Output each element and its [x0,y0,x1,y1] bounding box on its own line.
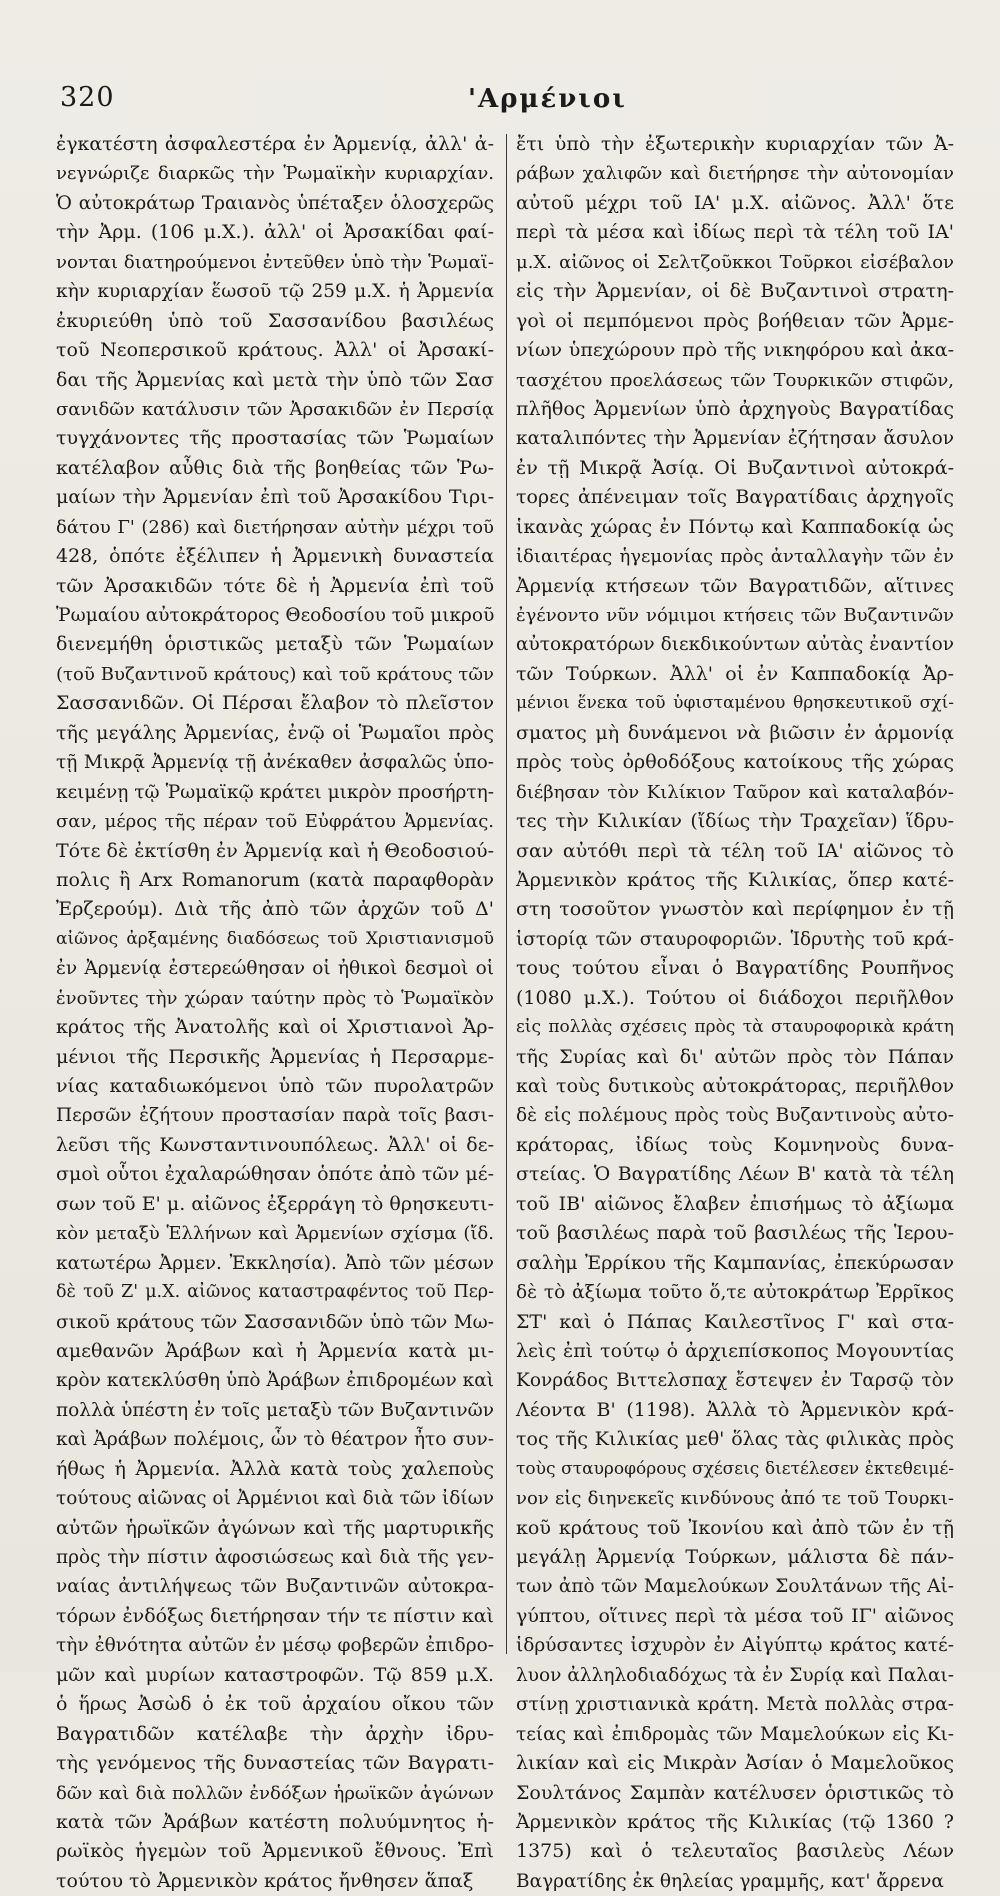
text-line: 428, ὁπότε ἐξέλιπεν ἡ Ἀρμενικὴ δυναστεία [56,545,494,568]
text-line: κειμένῃ τῷ Ῥωμαϊκῷ κράτει μικρὸν προσήρτη- [56,781,494,803]
text-line: πρὸς τοὺς ὀρθοδόξους κατοίκους τῆς χώρας [516,751,954,774]
text-line: μένιοι τῆς Περσικῆς Ἀρμενίας ἡ Περσαρμε- [56,1045,494,1068]
page-number: 320 [60,82,115,113]
text-line: ἰδιαιτέρας ἡγεμονίας πρὸς ἀνταλλαγὴν τῶν ἐν [516,546,954,568]
text-line: ἐγένοντο νῦν νόμιμοι κτήσεις τῶν Βυζαντινῶν [516,605,954,626]
text-line: μῶν καὶ μυρίων καταστροφῶν. Τῷ 859 μ.Χ. [56,1663,494,1686]
text-line: ἔτι ὑπὸ τὴν ἐξωτερικὴν κυριαρχίαν τῶν Ἀ- [516,133,954,155]
right-text-column [516,130,954,1892]
text-line: νεγνώριζε διαρκῶς τὴν Ῥωμαϊκὴν κυριαρχίαν. [56,163,494,185]
text-line: σαν, μέρος τῆς πέραν τοῦ Εὐφράτου Ἀρμενίας. [56,811,494,833]
text-line: ήθως ἡ Ἀρμενία. Ἀλλὰ κατὰ τοὺς χαλεποὺς [56,1457,494,1480]
text-line: τορες ἀπένειμαν τοῖς Βαγρατίδαις ἀρχηγοῖς [516,486,954,509]
text-line: σικοῦ κράτους τῶν Σασσανιδῶν ὑπὸ τῶν Μω- [56,1311,494,1333]
text-line: ἐκυριεύθη ὑπὸ τοῦ Σασσανίδου βασιλέως [56,309,494,332]
text-line: πρὸς τὴν πίστιν ἀφοσιώσεως καὶ διὰ τῆς γεν- [56,1547,494,1568]
text-line: μένιοι ἕνεκα τοῦ ὑφισταμένου θρησκευτικοῦ σχί- [516,693,954,714]
text-line: των ἀπὸ τῶν Μαμελούκων Σουλτάνων τῆς Αἰ- [516,1576,954,1598]
text-line: καταλιπόντες τὴν Ἀρμενίαν ἐζήτησαν ἄσυλον [516,428,954,450]
text-line: στη τοσοῦτον γνωστὸν καὶ περίφημον ἐν τῇ [516,898,954,921]
text-line: κρὸν κατεκλύσθη ὑπὸ Ἀράβων ἐπιδρομέων καὶ [56,1370,494,1392]
text-line: νίας καταδιωκόμενοι ὑπὸ τῶν πυρολατρῶν [56,1075,494,1097]
text-line: κὸν μεταξὺ Ἑλλήνων καὶ Ἀρμενίων σχίσμα (ἴδ. [56,1223,494,1245]
text-line: τὴν Ἀρμ. (106 μ.Χ.). ἀλλ' οἱ Ἀρσακίδαι φαί- [56,221,494,244]
text-line: ράβων χαλιφῶν καὶ διετήρησε τὴν αὐτονομίαν [516,163,954,185]
text-line: Ἀρμενίᾳ κτήσεων τῶν Βαγρατιδῶν, αἵτινες [516,574,954,597]
text-line: (1080 μ.Χ.). Τούτου οἱ διάδοχοι περιῆλθον [516,986,954,1009]
text-line: τοῦ ΙΒ' αἰῶνος ἔλαβεν ἐπισήμως τὸ ἀξίωμα [516,1192,954,1215]
text-line: τοῦ βασιλέως παρὰ τοῦ βασιλέως τῆς Ἱερου- [516,1222,954,1245]
text-line: τὴν ἐθνότητα αὐτῶν ἐν μέσῳ φοβερῶν ἐπιδρο- [56,1635,494,1657]
text-line: σαλὴμ Ἐρρίκου τῆς Καμπανίας, ἐπεκύρωσαν [516,1251,954,1274]
running-title: 'Αρμένιοι [468,84,627,114]
text-line: δὲ τοῦ Ζ' μ.Χ. αἰῶνος καταστραφέντος τοῦ Περ- [56,1282,494,1303]
text-line: περὶ τὰ μέσα καὶ ἰδίως περὶ τὰ τέλη τοῦ ΙΑ' [516,221,954,244]
text-line: κοῦ κράτους τοῦ Ἰκονίου καὶ ἀπὸ τῶν ἐν τῇ [516,1516,954,1539]
text-line: σαν αὐτόθι περὶ τὰ τέλη τοῦ ΙΑ' αἰῶνος τὸ [516,839,954,862]
text-line: γοὶ οἱ πεμπόμενοι πρὸς βοήθειαν τῶν Ἀρμε- [516,309,954,332]
text-line: τόρων ἐνδόξως διετήρησαν τήν τε πίστιν καὶ [56,1604,494,1627]
text-line: γύπτου, οἵτινες περὶ τὰ μέσα τοῦ ΙΓ' αἰῶνος [516,1604,954,1627]
text-line: δῶν καὶ διὰ πολλῶν ἐνδόξων ἡρωϊκῶν ἀγώνων [56,1782,494,1804]
text-line: τους τούτου εἶναι ὁ Βαγρατίδης Ρουπῆνος [516,957,954,980]
text-line: σων τοῦ Ε' μ. αἰῶνος ἐξερράγη τὸ θρησκευτι- [56,1192,494,1215]
text-line: αὐτοῦ μέχρι τοῦ ΙΑ' μ.Χ. αἰῶνος. Ἀλλ' ὅτε [516,191,954,214]
text-line: τῇ Μικρᾷ Ἀρμενίᾳ τῇ ἀνέκαθεν ἀσφαλῶς ὑπο- [56,752,494,774]
text-line: τασχέτου προελάσεως τῶν Τουρκικῶν στιφῶν, [516,369,954,391]
left-text-column [56,130,495,1892]
text-line: ἱκανὰς χώρας ἐν Πόντῳ καὶ Καππαδοκίᾳ ὡς [516,515,954,538]
text-line: κατωτέρω Ἀρμεν. Ἐκκλησία). Ἀπὸ τῶν μέσων [56,1252,494,1274]
text-line: λυον ἀλληλοδιαδόχως τὰ ἐν Συρίᾳ καὶ Παλαι- [516,1664,954,1686]
text-line: δὲ τὸ ἀξίωμα τοῦτο ὅ,τε αὐτοκράτωρ Ἐρρῖκος [516,1282,954,1304]
text-line: τες τὴν Κιλικίαν (ἴδίως τὴν Τραχεῖαν) ἵδρυ- [516,810,954,833]
text-line: ΣΤ' καὶ ὁ Πάπας Καιλεστῖνος Γ' καὶ στα- [516,1310,954,1333]
text-line: αὐτοκρατόρων διεκδικούντων αὐτὰς ἐναντίον [516,634,954,656]
text-line: τὴς γενόμενος τῆς δυναστείας τῶν Βαγρατι- [56,1752,494,1775]
text-line: μεγάλῃ Ἀρμενίᾳ Τούρκων, μάλιστα δὲ πάν- [516,1546,954,1568]
text-line: τῆς μεγάλης Ἀρμενίας, ἐνῷ οἱ Ῥωμαῖοι πρὸς [56,721,494,744]
text-line: πλῆθος Ἀρμενίων ὑπὸ ἀρχηγοὺς Βαγρατίδας [516,397,954,420]
text-line: αἰῶνος ἀρξαμένης διαδόσεως τοῦ Χριστιανισμοῦ [56,928,494,949]
text-line: τούτους αἰῶνας οἱ Ἀρμένιοι καὶ διὰ τῶν ἰδίων [56,1488,494,1510]
text-line: πολις ἢ Arx Romanorum (κατὰ παραφθορὰν [56,868,494,891]
text-line: ἱδρύσαντες ἰσχυρὸν ἐν Αἰγύπτῳ κράτος κατέ- [516,1635,954,1657]
text-line: Περσῶν ἐζήτουν προστασίαν παρὰ τοῖς βασι- [56,1105,494,1127]
text-line: τοῦ Νεοπερσικοῦ κράτους. Ἀλλ' οἱ Ἀρσακί- [56,339,494,362]
text-line: Λέοντα Β' (1198). Ἀλλὰ τὸ Ἀρμενικὸν κρά- [516,1398,954,1421]
text-line: αμεθανῶν Ἀράβων καὶ ἡ Ἀρμενία κατὰ μι- [56,1339,494,1362]
text-line: σματος μὴ δυνάμενοι νὰ βιῶσιν ἐν ἁρμονίᾳ [516,721,954,744]
text-line: τυγχάνοντες τῆς προστασίας τῶν Ῥωμαίων [56,427,494,450]
text-line: Τότε δὲ ἐκτίσθη ἐν Ἀρμενίᾳ καὶ ἡ Θεοδοσιού- [56,839,494,862]
text-line: τούτου τὸ Ἀρμενικὸν κράτος ἤνθησεν ἅπαξ [56,1869,474,1892]
text-line: στείας. Ὁ Βαγρατίδης Λέων Β' κατὰ τὰ τέλη [516,1163,954,1186]
text-line: ναίας ἀντιλήψεως τῶν Βυζαντινῶν αὐτοκρα- [56,1576,494,1598]
text-line: Σουλτάνος Σαμπὰν κατέλυσεν ὁριστικῶς τὸ [516,1781,954,1804]
text-line: λεῦσι τῆς Κωνσταντινουπόλεως. Ἀλλ' οἱ δε- [56,1133,494,1156]
text-line: σανιδῶν κατάλυσιν τῶν Ἀρσακιδῶν ἐν Περσίᾳ [56,398,494,420]
text-line: κράτορας, ἰδίως τοὺς Κομνηνοὺς δυνα- [516,1133,954,1156]
text-line: τείας καὶ ἐπιδρομὰς τῶν Μαμελούκων εἰς Κι- [516,1723,954,1745]
text-line: διενεμήθη ὁριστικῶς μεταξὺ τῶν Ῥωμαίων [56,633,494,656]
text-line: διέβησαν τὸν Κιλίκιον Ταῦρον καὶ καταλαβόν- [516,781,954,803]
text-line: λικίαν καὶ εἰς Μικρὰν Ἀσίαν ὁ Μαμελοῦκος [516,1752,954,1775]
text-line: νονται διατηρούμενοι ἐντεῦθεν ὑπὸ τὴν Ῥωμαϊ- [56,251,494,273]
text-line: ἐν τῇ Μικρᾷ Ἀσίᾳ. Οἱ Βυζαντινοὶ αὐτοκρά- [516,456,954,479]
text-line: ἐγκατέστη ἀσφαλεστέρα ἐν Ἀρμενίᾳ, ἀλλ' ἀ- [56,133,494,155]
text-line: πολλὰ ὑπέστη ἐν τοῖς μεταξὺ τῶν Βυζαντινῶν [56,1399,494,1421]
text-line: κὴν κυριαρχίαν ἕωσοῦ τῷ 259 μ.Χ. ἡ Ἀρμενία [56,281,494,303]
text-line: καὶ Ἀράβων πολέμοις, ὧν τὸ θέατρον ἦτο συν- [56,1429,494,1451]
text-line: Ἀρμενικὸν κράτος τῆς Κιλικίας (τῷ 1360 ? [516,1810,954,1833]
text-line: ἐν Ἀρμενίᾳ ἐστερεώθησαν οἱ ἠθικοὶ δεσμοὶ οἱ [56,958,494,980]
text-line: τῆς Συρίας καὶ δι' αὐτῶν πρὸς τὸν Πάπαν [516,1045,954,1068]
text-line: τῶν Ἀρσακιδῶν τότε δὲ ἡ Ἀρμενία ἐπὶ τοῦ [56,574,494,597]
text-line: αὐτῶν ἡρωϊκῶν ἀγώνων καὶ τῆς μαρτυρικῆς [56,1516,494,1539]
text-line: Κονράδος Βιττελσπαχ ἔστεψεν ἐν Ταρσῷ τὸν [516,1370,954,1392]
page-header [0,78,1000,128]
text-line: στίνῃ χριστιανικὰ κράτη. Μετὰ πολλὰς στρα- [516,1694,954,1716]
column-divider [506,134,507,1654]
text-line: νον εἰς διηνεκεῖς κινδύνους ἀπό τε τοῦ Τουρκι- [516,1488,954,1510]
text-line: Ὁ αὐτοκράτωρ Τραιανὸς ὑπέταξεν ὁλοσχερῶς [56,192,494,214]
text-line: Ῥωμαίου αὐτοκράτορος Θεοδοσίου τοῦ μικροῦ [56,605,495,626]
text-line: εἰς τὴν Ἀρμενίαν, οἱ δὲ Βυζαντινοὶ στρατη- [516,280,954,303]
text-line: εἰς πολλὰς σχέσεις πρὸς τὰ σταυροφορικὰ κράτη [516,1017,954,1038]
text-line: (τοῦ Βυζαντινοῦ κράτους) καὶ τοῦ κράτους τῶν [56,663,494,685]
text-line: ρωϊκὸς ἡγεμὼν τοῦ Ἀρμενικοῦ ἔθνους. Ἐπὶ [56,1840,494,1863]
text-line: Ἐρζερούμ). Διὰ τῆς ἀπὸ τῶν ἀρχῶν τοῦ Δ' [56,898,494,921]
text-line: Βαγρατιδῶν κατέλαβε τὴν ἀρχὴν ἰδρυ- [56,1722,494,1745]
text-line: δὲ εἰς πολέμους πρὸς τοὺς Βυζαντινοὺς αὐτο- [516,1105,954,1127]
text-line: 1375) καὶ ὁ τελευταῖος βασιλεὺς Λέων [516,1840,954,1863]
text-line: ὁ ἥρως Ἀσὼδ ὁ ἐκ τοῦ ἀρχαίου οἴκου τῶν [56,1693,494,1716]
text-line: ἑνοῦντες τὴν χώραν ταύτην πρὸς τὸ Ῥωμαϊκὸν [56,987,494,1009]
text-line: τοὺς σταυροφόρους σχέσεις διετέλεσεν ἐκτεθειμέ- [516,1458,954,1479]
text-line: μαίων τὴν Ἀρμενίαν ἐπὶ τοῦ Ἀρσακίδου Τιρι- [56,486,494,509]
text-line: νίων ὑπεχώρουν πρὸ τῆς νικηφόρου καὶ ἀκα- [516,339,954,362]
text-line: σμοὶ οὗτοι ἐχαλαρώθησαν ὁπότε ἀπὸ τῶν μέ- [56,1163,494,1186]
text-line: μ.Χ. αἰῶνος οἱ Σελτζοῦκκοι Τοῦρκοι εἰσέβαλον [516,251,954,273]
text-line: τῶν Τούρκων. Ἀλλ' οἱ ἐν Καππαδοκίᾳ Ἀρ- [516,662,954,685]
text-line: Ἀρμενικὸν κράτος τῆς Κιλικίας, ὅπερ κατέ- [516,868,954,891]
text-line: καὶ τοὺς δυτικοὺς αὐτοκράτορας, περιῆλθον [516,1075,954,1097]
text-line: κράτος τῆς Ἀνατολῆς καὶ οἱ Χριστιανοὶ Ἀρ- [56,1016,494,1039]
text-line: δάτου Γ' (286) καὶ διετήρησαν αὐτὴν μέχρι τοῦ [56,516,494,538]
text-line: Βαγρατίδης ἐκ θηλείας γραμμῆς, κατ' ἄρρενα [516,1870,944,1892]
text-line: κατέλαβον αὖθις διὰ τῆς βοηθείας τῶν Ῥω- [56,456,494,479]
text-line: τος τῆς Κιλικίας μεθ' ὅλας τὰς φιλικὰς πρὸς [516,1428,954,1451]
text-line: ἱστορίᾳ τῶν σταυροφοριῶν. Ἱδρυτὴς τοῦ κρά- [516,928,954,950]
text-line: δαι τῆς Ἀρμενίας καὶ μετὰ τὴν ὑπὸ τῶν Σασ [56,368,494,391]
text-line: Σασσανιδῶν. Οἱ Πέρσαι ἔλαβον τὸ πλεῖστον [56,692,494,715]
text-line: λεὶς ἐπὶ τούτῳ ὁ ἀρχιεπίσκοπος Μογουντίας [516,1339,954,1362]
text-line: κατὰ τῶν Ἀράβων κατέστη πολυύμνητος ἡ- [56,1810,494,1833]
